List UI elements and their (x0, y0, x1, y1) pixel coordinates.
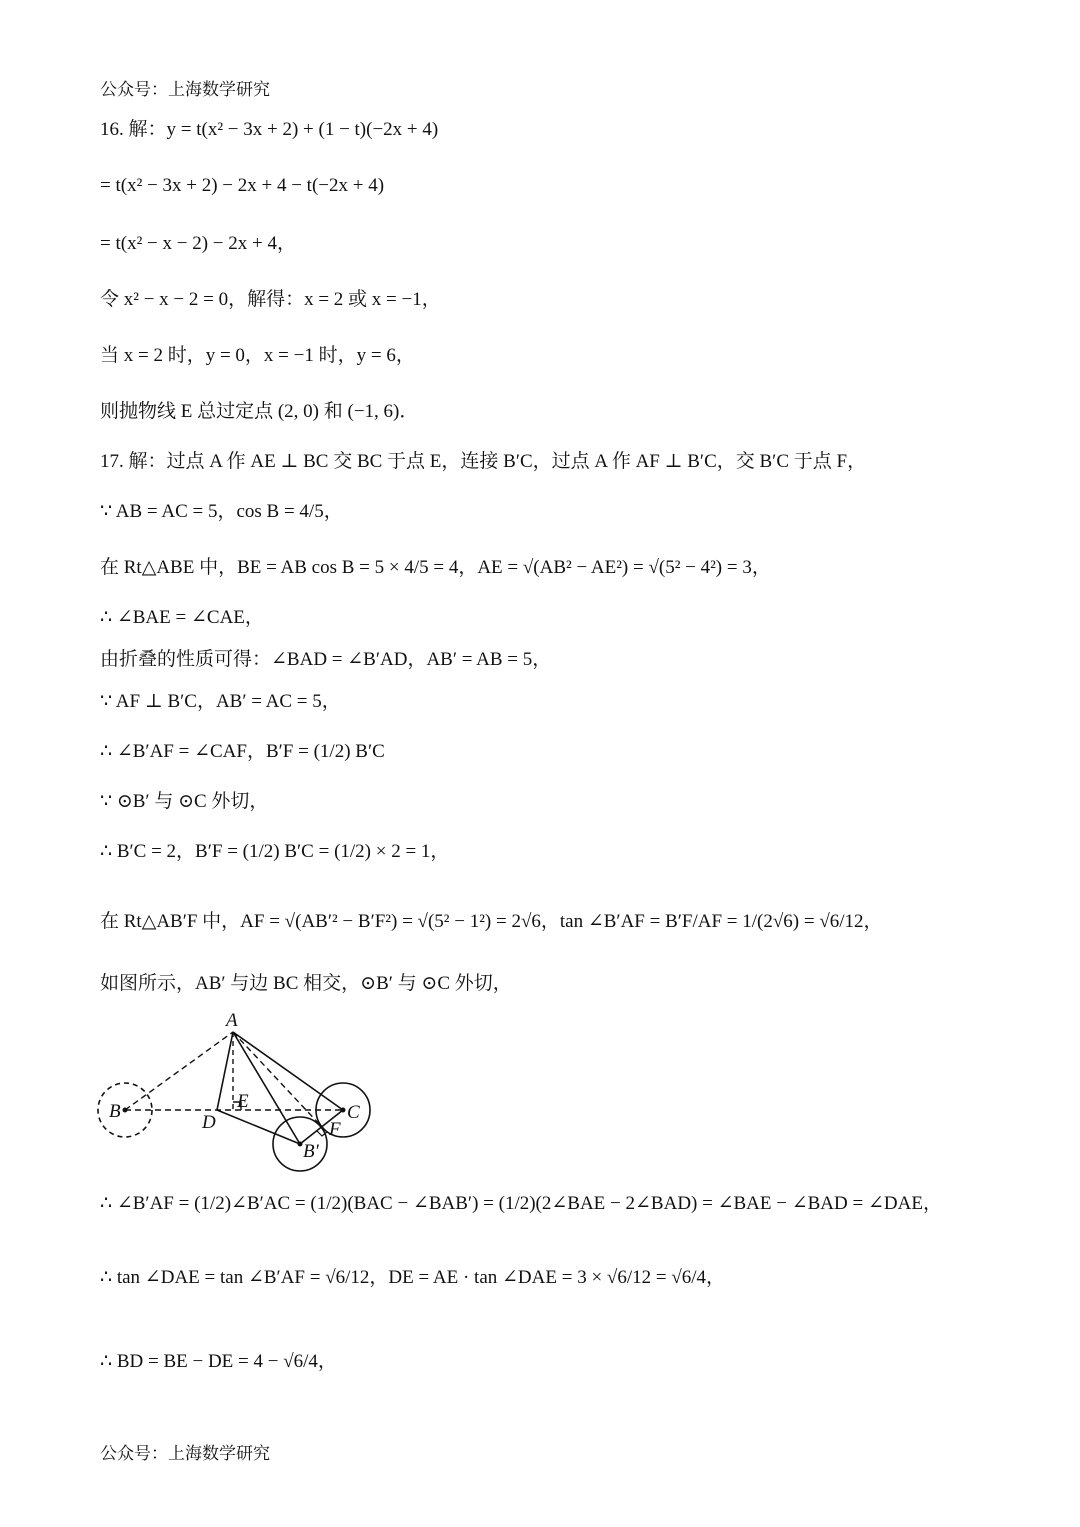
label-d: D (202, 1112, 216, 1133)
segment-ab-dashed (125, 1032, 233, 1110)
solution-line-6: 则抛物线 E 总过定点 (2, 0) 和 (−1, 6)． (100, 401, 419, 422)
solution-line-20: ∴ BD = BE − DE = 4 − √6/4， (100, 1351, 337, 1372)
geometry-figure (95, 1008, 395, 1178)
solution-line-12: ∵ AF ⊥ B′C，AB′ = AC = 5， (100, 691, 341, 712)
solution-line-19: ∴ tan ∠DAE = tan ∠B′AF = √6/12，DE = AE · tan ∠DAE = 3 × √6/12 = √6/4， (100, 1267, 726, 1288)
point-c (341, 1108, 346, 1113)
label-b-prime: B′ (303, 1141, 319, 1162)
solution-line-8: ∵ AB = AC = 5，cos B = 4/5， (100, 501, 343, 522)
label-b: B (109, 1101, 121, 1122)
solution-line-17: 如图所示，AB′ 与边 BC 相交，⊙B′ 与 ⊙C 外切， (100, 973, 512, 994)
segment-ac (233, 1032, 343, 1110)
solution-line-18: ∴ ∠B′AF = (1/2)∠B′AC = (1/2)(BAC − ∠BAB′) = (1/2)(2∠BAE − 2∠BAD) = ∠BAE − ∠BAD = ∠DAE， (100, 1193, 942, 1214)
segment-ad (217, 1032, 233, 1110)
segment-ab-prime (233, 1032, 300, 1144)
label-c: C (347, 1102, 360, 1123)
solution-line-10: ∴ ∠BAE = ∠CAE， (100, 607, 264, 628)
point-b (123, 1108, 128, 1113)
solution-line-14: ∵ ⊙B′ 与 ⊙C 外切， (100, 791, 269, 812)
solution-line-2: = t(x² − 3x + 2) − 2x + 4 − t(−2x + 4) (100, 175, 385, 196)
segment-af-dashed (233, 1032, 322, 1127)
label-f: F (329, 1119, 341, 1140)
point-b-prime (298, 1142, 303, 1147)
segment-db-prime (217, 1110, 300, 1144)
solution-line-13: ∴ ∠B′AF = ∠CAF，B′F = (1/2) B′C (100, 741, 385, 762)
solution-line-7: 17. 解：过点 A 作 AE ⊥ BC 交 BC 于点 E，连接 B′C，过点 A 作 AF ⊥ B′C，交 B′C 于点 F， (100, 451, 867, 472)
page-header: 公众号：上海数学研究 (100, 80, 270, 100)
solution-line-16: 在 Rt△AB′F 中，AF = √(AB′² − B′F²) = √(5² − 1²) = 2√6，tan ∠B′AF = B′F/AF = 1/(2√6) = √6/12， (100, 911, 883, 932)
page-footer: 公众号：上海数学研究 (100, 1444, 270, 1464)
solution-line-4: 令 x² − x − 2 = 0，解得：x = 2 或 x = −1， (100, 289, 441, 310)
solution-line-3: = t(x² − x − 2) − 2x + 4， (100, 233, 296, 254)
solution-line-5: 当 x = 2 时，y = 0，x = −1 时，y = 6， (100, 345, 415, 366)
solution-line-15: ∴ B′C = 2，B′F = (1/2) B′C = (1/2) × 2 = 1， (100, 841, 450, 862)
label-e: E (237, 1091, 249, 1112)
solution-line-11: 由折叠的性质可得：∠BAD = ∠B′AD，AB′ = AB = 5， (100, 649, 552, 670)
solution-line-1: 16. 解：y = t(x² − 3x + 2) + (1 − t)(−2x + 4) (100, 119, 439, 140)
label-a: A (226, 1010, 238, 1031)
solution-line-9: 在 Rt△ABE 中，BE = AB cos B = 5 × 4/5 = 4，AE = √(AB² − AE²) = √(5² − 4²) = 3， (100, 557, 771, 578)
